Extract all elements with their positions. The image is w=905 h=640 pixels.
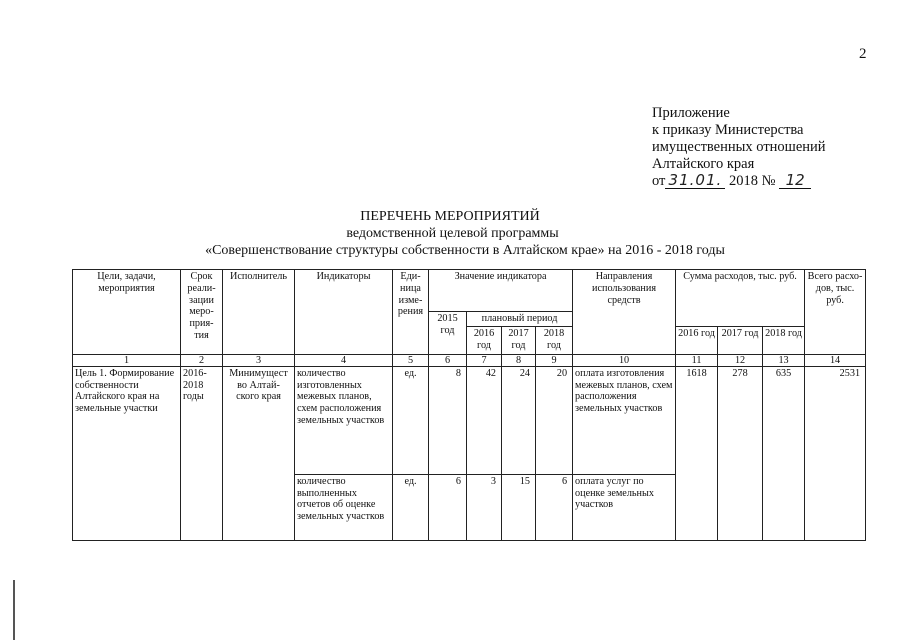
column-number: 2	[181, 354, 223, 366]
unit-cell: ед.	[393, 366, 429, 474]
header-sum-2017: 2017 год	[718, 326, 763, 354]
order-year: 2018	[729, 173, 759, 189]
column-number: 8	[502, 354, 536, 366]
header-total: Всего расхо- дов, тыс. руб.	[805, 270, 866, 355]
value-2016-cell: 3	[467, 474, 502, 540]
column-number: 9	[536, 354, 573, 366]
scan-edge-line	[13, 580, 15, 640]
header-goals: Цели, задачи, мероприятия	[73, 270, 181, 355]
appendix-line: к приказу Министерства	[652, 122, 804, 138]
term-cell: 2016- 2018 годы	[181, 366, 223, 540]
handwritten-date: 31.01.	[665, 173, 725, 189]
table-row	[73, 366, 866, 474]
header-2017: 2017 год	[502, 326, 536, 354]
order-date-line	[652, 173, 826, 190]
appendix-line: Приложение	[652, 105, 730, 121]
column-number: 13	[763, 354, 805, 366]
column-number: 6	[429, 354, 467, 366]
total-cell: 2531	[805, 366, 866, 540]
header-sum: Сумма расходов, тыс. руб.	[676, 270, 805, 327]
column-number: 1	[73, 354, 181, 366]
header-planned-period: плановый период	[467, 312, 573, 327]
column-number: 10	[573, 354, 676, 366]
value-2015-cell: 6	[429, 474, 467, 540]
value-2018-cell: 20	[536, 366, 573, 474]
column-number: 7	[467, 354, 502, 366]
sum-2018-cell: 635	[763, 366, 805, 540]
value-2018-cell: 6	[536, 474, 573, 540]
column-number: 4	[295, 354, 393, 366]
unit-cell: ед.	[393, 474, 429, 540]
header-indicators: Индикаторы	[295, 270, 393, 355]
header-2015: 2015 год	[429, 312, 467, 355]
executor-cell: Минимущест во Алтай- ского края	[223, 366, 295, 540]
value-2015-cell: 8	[429, 366, 467, 474]
indicator-cell: количество выполненных отчетов об оценке земельных участков	[295, 474, 393, 540]
column-numbers-row	[73, 354, 866, 366]
header-unit: Еди- ница изме- рения	[393, 270, 429, 355]
header-indicator-value: Значение индикатора	[429, 270, 573, 312]
direction-cell: оплата изготовления межевых планов, схем расположения земельных участков	[573, 366, 676, 474]
column-number: 3	[223, 354, 295, 366]
value-2016-cell: 42	[467, 366, 502, 474]
header-sum-2016: 2016 год	[676, 326, 718, 354]
document-title	[0, 208, 905, 259]
value-2017-cell: 15	[502, 474, 536, 540]
indicator-cell: количество изготовленных межевых планов, схем расположения земельных участков	[295, 366, 393, 474]
title-line: ПЕРЕЧЕНЬ МЕРОПРИЯТИЙ	[360, 209, 540, 224]
program-name: «Совершенствование структуры собственности в Алтайском крае» на 2016 - 2018 годы	[205, 243, 725, 258]
appendix-line: Алтайского края	[652, 156, 755, 172]
date-prefix: от	[652, 173, 666, 189]
direction-cell: оплата услуг по оценке земельных участков	[573, 474, 676, 540]
header-2016: 2016 год	[467, 326, 502, 354]
column-number: 5	[393, 354, 429, 366]
column-number: 14	[805, 354, 866, 366]
header-sum-2018: 2018 год	[763, 326, 805, 354]
column-number: 12	[718, 354, 763, 366]
handwritten-order-number: 12	[779, 173, 811, 189]
column-number: 11	[676, 354, 718, 366]
header-executor: Исполнитель	[223, 270, 295, 355]
appendix-line: имущественных отношений	[652, 139, 826, 155]
sum-2016-cell: 1618	[676, 366, 718, 540]
goal-cell: Цель 1. Формирование собственности Алтайского края на земельные участки	[73, 366, 181, 540]
page-number: 2	[859, 46, 867, 62]
activities-table	[72, 269, 866, 541]
header-2018: 2018 год	[536, 326, 573, 354]
value-2017-cell: 24	[502, 366, 536, 474]
appendix-block	[652, 105, 826, 190]
subtitle-line: ведомственной целевой программы	[346, 226, 559, 241]
header-direction: Направления использования средств	[573, 270, 676, 355]
sum-2017-cell: 278	[718, 366, 763, 540]
number-sign: №	[761, 173, 776, 189]
header-term: Срок реали- зации меро- прия- тия	[181, 270, 223, 355]
